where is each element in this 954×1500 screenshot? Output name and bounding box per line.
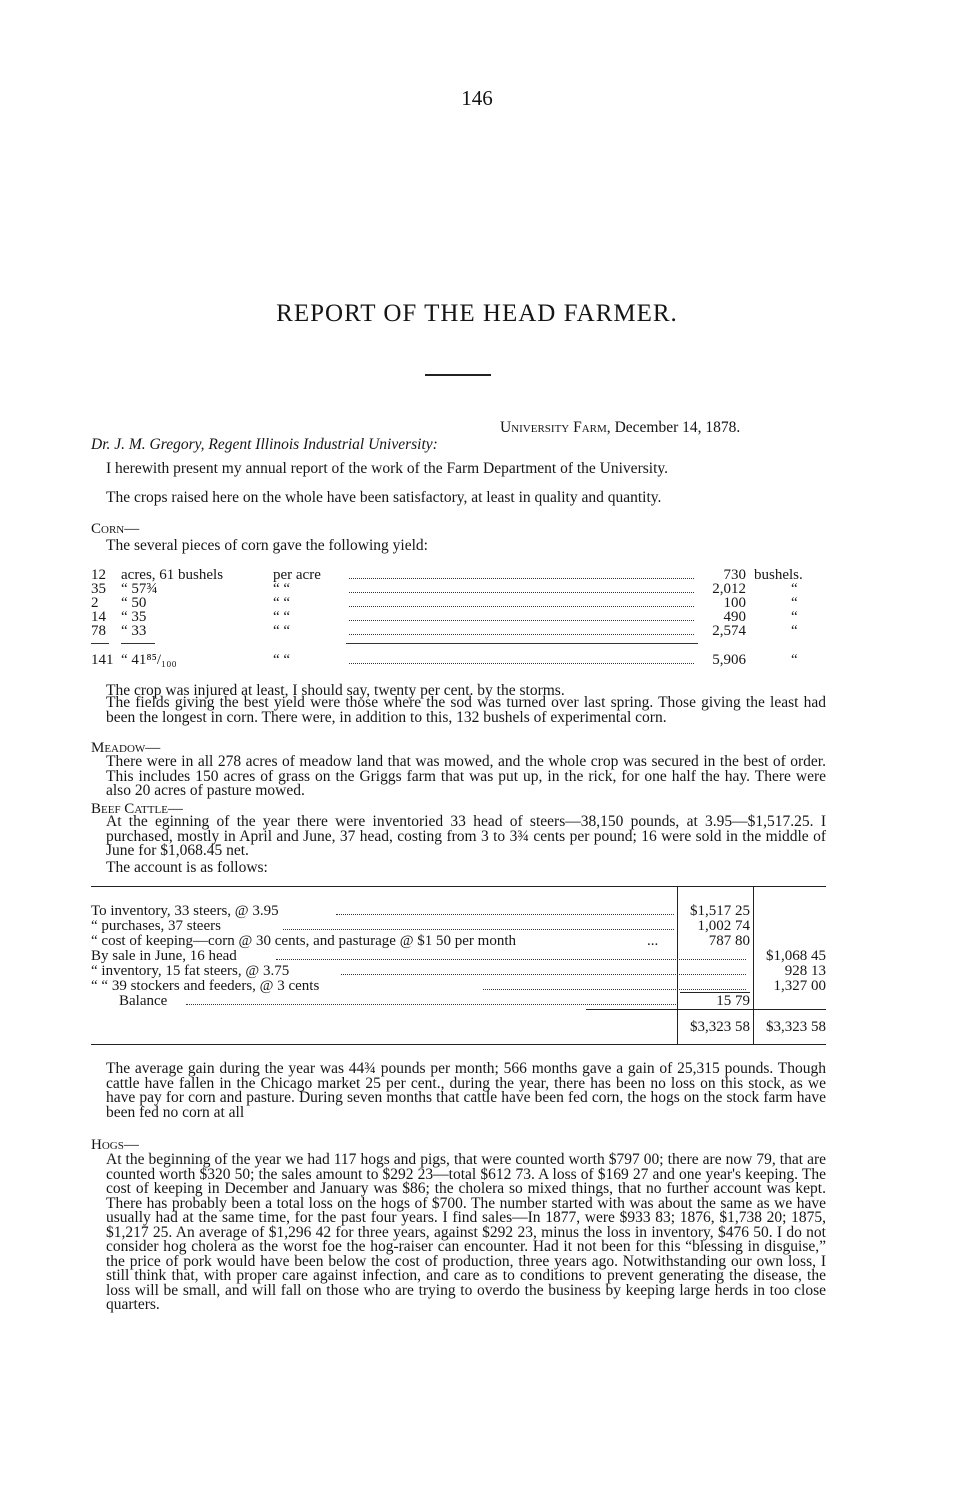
corn-lead: The several pieces of corn gave the following yield: <box>106 537 428 554</box>
account-total-credit: $3,323 58 <box>766 1019 826 1035</box>
corn-acres: 35 <box>91 581 106 597</box>
corn-per: “ “ <box>273 609 291 625</box>
account-label: To inventory, 33 steers, @ 3.95 <box>91 903 279 919</box>
corn-per: “ “ <box>273 623 291 639</box>
account-row <box>91 948 826 963</box>
corn-total-row <box>91 652 826 668</box>
corn-acres: 2 <box>91 595 99 611</box>
corn-after-paragraph <box>91 696 826 725</box>
account-total-row <box>91 1019 826 1034</box>
salutation: Dr. J. M. Gregory, Regent Illinois Industrial University: <box>91 436 438 453</box>
corn-per: per acre <box>273 567 321 583</box>
account-label: By sale in June, 16 head <box>91 948 237 964</box>
corn-unit: “ <box>791 609 798 625</box>
corn-row <box>91 623 826 639</box>
corn-total: 100 <box>723 595 746 611</box>
account-label: Balance <box>119 993 168 1009</box>
gain-paragraph <box>91 1062 826 1120</box>
account-credit: 928 13 <box>784 963 826 979</box>
account-row <box>91 963 826 978</box>
meadow-paragraph <box>91 755 826 799</box>
account-label: “ purchases, 37 steers <box>91 918 221 934</box>
corn-after-text: The crop was injured at least, I should say, twenty per cent. by the storms. <box>106 682 565 699</box>
gain-text: The average gain during the year was 44¾ pounds per month; 566 months gave a gain of 25,315 pounds. Though cattle have fallen in the Chicago market 25 per cent., during the year, there has been no loss on this stock, as we have pay for corn and pasture. During seven months that cattle have been fed corn, the hogs on the stock farm have been fed no corn at all <box>106 1060 826 1121</box>
dateline <box>500 419 740 437</box>
intro-paragraph-1 <box>91 462 826 477</box>
intro-text-2: The crops raised here on the whole have been satisfactory, at least in quality and quantity. <box>106 489 662 506</box>
corn-acres: 14 <box>91 609 106 625</box>
account-debit: $1,517 25 <box>690 903 750 919</box>
meadow-text: There were in all 278 acres of meadow land that was mowed, and the whole crop was secured in the best of order. This includes 150 acres of grass on the Griggs farm that was put up, in the rick, for one half the hay. There were also 20 acres of pasture mowed. <box>106 753 826 799</box>
corn-total: 2,574 <box>712 623 746 639</box>
hogs-heading: Hogs— <box>91 1137 139 1153</box>
corn-total: 2,012 <box>712 581 746 597</box>
account-debit: 15 79 <box>716 993 750 1009</box>
dateline-date: December 14, 1878. <box>614 419 741 436</box>
title-rule <box>425 374 491 376</box>
intro-text-1: I herewith present my annual report of the work of the Farm Department of the University. <box>106 460 668 477</box>
corn-desc: “ 33 <box>121 623 147 639</box>
corn-desc: “ 57¾ <box>121 581 158 597</box>
account-row <box>91 918 826 933</box>
corn-desc: “ 41⁸⁵/₁₀₀ <box>121 652 177 668</box>
corn-unit: “ <box>791 623 798 639</box>
page-number: 146 <box>461 86 493 110</box>
page-title: REPORT OF THE HEAD FARMER. <box>276 300 678 327</box>
dateline-place: University Farm, <box>500 419 611 436</box>
account-row <box>91 978 826 993</box>
account-label: “ inventory, 15 fat steers, @ 3.75 <box>91 963 290 979</box>
account-debit: 787 80 <box>708 933 750 949</box>
account-bottom-rule <box>91 1044 826 1045</box>
corn-unit: bushels. <box>754 567 803 583</box>
corn-unit: “ <box>791 652 798 668</box>
account-row <box>91 903 826 918</box>
account-row: “ cost of keeping—corn @ 30 cents, and pasturage @ $1 50 per month ... 787 80 <box>91 933 750 949</box>
account-debit: 1,002 74 <box>697 918 750 934</box>
corn-per: “ “ <box>273 581 291 597</box>
hogs-text: At the beginning of the year we had 117 hogs and pigs, that were counted worth $797 00; there are now 79, that are counted worth $320 50; the sales amount to $292 23—total $612 73. A loss of $169 27 and one year's keeping. The cost of keeping in December and January was $86; the cholera so mixed things, that no further account was kept. There has probably been a total loss on the hogs of $700. The number started with was about the same as we have usually had at the same time, for the past four years. I find sales—In 1877, were $933 83; 1876, $1,738 20; 1875, $1,217 25. An average of $1,296 42 for three years, against $292 23, minus the loss in inventory, $476 50. I do not consider hog cholera as the worst foe the hog-raiser can encounter. Had it not been for this “blessing in disguise,” the price of pork would have been below the cost of production, three years ago. Notwithstanding our own loss, I still think that, with proper care against infection, and care as to conditions to prevent generating the disease, the loss will be small, and will fall on those who are trying to overdo the business by keeping large herds in too close quarters. <box>106 1151 826 1313</box>
account-total-rule <box>586 1009 826 1010</box>
account-label: “ “ 39 stockers and feeders, @ 3 cents <box>91 978 320 994</box>
account-total-debit: $3,323 58 <box>690 1019 750 1035</box>
corn-unit: “ <box>791 595 798 611</box>
corn-acres: 141 <box>91 652 114 668</box>
corn-total: 5,906 <box>712 652 746 668</box>
hogs-paragraph <box>91 1153 826 1313</box>
meadow-heading: Meadow— <box>91 740 161 756</box>
account-label: “ cost of keeping—corn @ 30 cents, and pasturage @ $1 50 per month <box>91 933 517 949</box>
corn-total: 490 <box>723 609 746 625</box>
corn-per: “ “ <box>273 652 291 668</box>
corn-acres: 78 <box>91 623 106 639</box>
beef-cattle-heading: Beef Cattle— <box>91 801 183 817</box>
beef-cattle-text: At the eginning of the year there were inventoried 33 head of steers—38,150 pounds, at 3.95—$1,517.25. I purchased, mostly in April and June, 37 head, costing from 3 to 3¾ cents per pound; 16 were sold in the middle of June for $1,068.45 net. <box>106 813 826 859</box>
corn-after-text-2: The fields giving the best yield were those where the sod was turned over last spring. Those giving the least had been the longest in corn. There were, in addition to this, 132 bushels of experimental corn. <box>106 694 826 726</box>
account-lead: The account is as follows: <box>106 859 268 876</box>
corn-acres: 12 <box>91 567 106 583</box>
account-credit: 1,327 00 <box>773 978 826 994</box>
account-credit: $1,068 45 <box>766 948 826 964</box>
intro-paragraph-2 <box>91 491 826 506</box>
corn-heading: Corn— <box>91 521 140 537</box>
corn-sum-rule <box>121 643 155 644</box>
corn-desc: “ 35 <box>121 609 147 625</box>
corn-total: 730 <box>723 567 746 583</box>
account-top-rule <box>91 886 826 887</box>
corn-desc: acres, 61 bushels <box>121 567 224 583</box>
corn-desc: “ 50 <box>121 595 147 611</box>
account-row <box>91 993 826 1008</box>
beef-cattle-paragraph <box>91 815 826 859</box>
corn-per: “ “ <box>273 595 291 611</box>
corn-sum-rule <box>346 643 698 644</box>
corn-unit: “ <box>791 581 798 597</box>
corn-sum-rule <box>91 643 109 644</box>
